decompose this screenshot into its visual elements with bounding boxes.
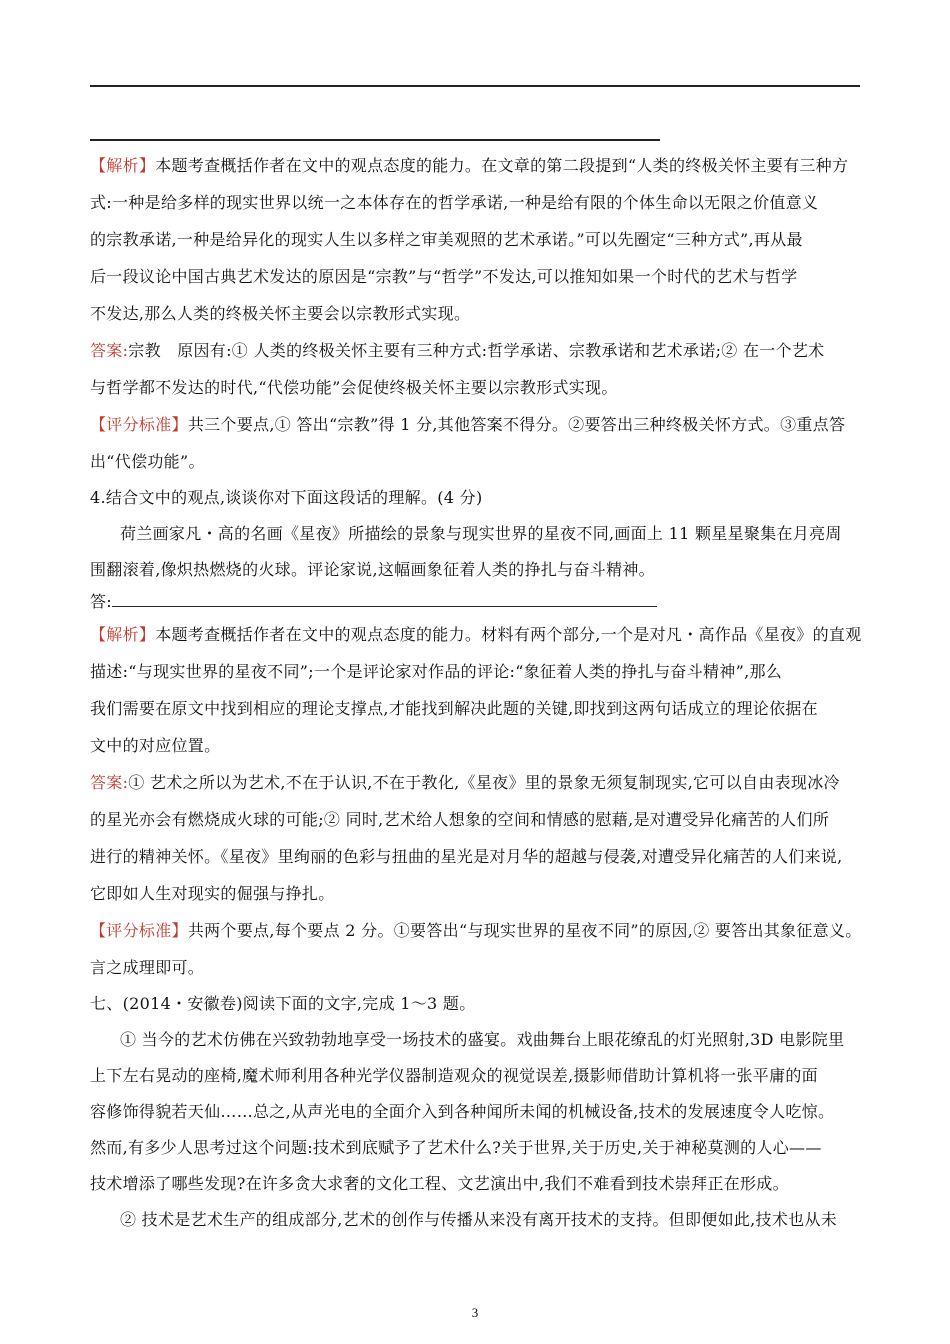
passage-line: ① 当今的艺术仿佛在兴致勃勃地享受一场技术的盛宴。戏曲舞台上眼花缭乱的灯光照射,3D 电影院里 — [120, 1030, 845, 1049]
passage-line: ② 技术是艺术生产的组成部分,艺术的创作与传播从来没有离开技术的支持。但即便如此,技术也从未 — [120, 1210, 838, 1229]
text-line: 与哲学都不发达的时代,“代偿功能”会促使终极关怀主要以宗教形式实现。 — [90, 378, 618, 397]
text-line: 【评分标准】共两个要点,每个要点 2 分。①要答出“与现实世界的星夜不同”的原因,② 要答出其象征意义。 — [90, 921, 862, 940]
page-number: 3 — [471, 1305, 479, 1320]
scoring-tag: 【评分标准】 — [90, 415, 188, 434]
text-line: 不发达,那么人类的终极关怀主要会以宗教形式实现。 — [90, 304, 471, 323]
scoring-tag: 【评分标准】 — [90, 921, 188, 940]
text-line: 答案:① 艺术之所以为艺术,不在于认识,不在于教化,《星夜》里的景象无须复制现实,它可以自由表现冰冷 — [90, 773, 840, 792]
passage-line: 然而,有多少人思考过这个问题:技术到底赋予了艺术什么?关于世界,关于历史,关于神秘莫测的人心—— — [90, 1138, 822, 1157]
text-line: 进行的精神关怀。《星夜》里绚丽的色彩与扭曲的星光是对月华的超越与侵袭,对遭受异化痛苦的人们来说, — [90, 847, 843, 866]
text-line: 的宗教承诺,一种是给异化的现实人生以多样之审美观照的艺术承诺。”可以先圈定“三种方式”,再从最 — [90, 230, 803, 249]
text-line: 我们需要在原文中找到相应的理论支撑点,才能找到解决此题的关键,即找到这两句话成立的理论依据在 — [90, 699, 818, 718]
section-title: 七、(2014・安徽卷)阅读下面的文字,完成 1～3 题。 — [90, 994, 476, 1013]
text-line: 【解析】本题考查概括作者在文中的观点态度的能力。材料有两个部分,一个是对凡・高作品《星夜》的直观 — [90, 625, 862, 644]
analysis-tag: 【解析】 — [90, 625, 156, 644]
text-line: 【解析】本题考查概括作者在文中的观点态度的能力。在文章的第二段提到“人类的终极关怀主要有三种方 — [90, 156, 849, 175]
answer-blank — [112, 592, 657, 607]
text-line: 后一段议论中国古典艺术发达的原因是“宗教”与“哲学”不发达,可以推知如果一个时代的艺术与哲学 — [90, 267, 798, 286]
second-answer-line — [90, 139, 660, 141]
text-line: 答案:宗教 原因有:① 人类的终极关怀主要有三种方式:哲学承诺、宗教承诺和艺术承诺;② 在一个艺术 — [90, 341, 825, 360]
answer-blank-line: 答: — [90, 592, 870, 612]
quote-line: 围翻滚着,像炽热燃烧的火球。评论家说,这幅画象征着人类的挣扎与奋斗精神。 — [90, 560, 655, 579]
top-answer-line — [90, 85, 860, 87]
text-line: 文中的对应位置。 — [90, 736, 221, 755]
text-line: 的星光亦会有燃烧成火球的可能;② 同时,艺术给人想象的空间和情感的慰藉,是对遭受异化痛苦的人们所 — [90, 810, 830, 829]
text-line: 【评分标准】共三个要点,① 答出“宗教”得 1 分,其他答案不得分。②要答出三种终极关怀方式。③重点答 — [90, 415, 846, 434]
text-line: 言之成理即可。 — [90, 958, 205, 977]
analysis-tag: 【解析】 — [90, 156, 156, 175]
text-line: 式:一种是给多样的现实世界以统一之本体存在的哲学承诺,一种是给有限的个体生命以无限之价值意义 — [90, 193, 819, 212]
quote-line: 荷兰画家凡・高的名画《星夜》所描绘的景象与现实世界的星夜不同,画面上 11 颗星星聚集在月亮周 — [120, 524, 842, 543]
passage-line: 容修饰得貌若天仙……总之,从声光电的全面介入到各种闻所未闻的机械设备,技术的发展速度令人吃惊。 — [90, 1102, 835, 1121]
passage-line: 技术增添了哪些发现?在许多贪大求奢的文化工程、文艺演出中,我们不难看到技术崇拜正在形成。 — [90, 1174, 789, 1193]
passage-line: 上下左右晃动的座椅,魔术师利用各种光学仪器制造观众的视觉误差,摄影师借助计算机将一张平庸的面 — [90, 1066, 818, 1085]
text-line: 它即如人生对现实的倔强与挣扎。 — [90, 884, 335, 903]
text-line: 出“代偿功能”。 — [90, 452, 205, 471]
answer-tag: 答案: — [90, 341, 129, 360]
question-title: 4.结合文中的观点,谈谈你对下面这段话的理解。(4 分) — [90, 488, 483, 507]
answer-tag: 答案: — [90, 773, 129, 792]
text-line: 描述:“与现实世界的星夜不同”;一个是评论家对作品的评论:“象征着人类的挣扎与奋斗精神”,那么 — [90, 662, 783, 681]
